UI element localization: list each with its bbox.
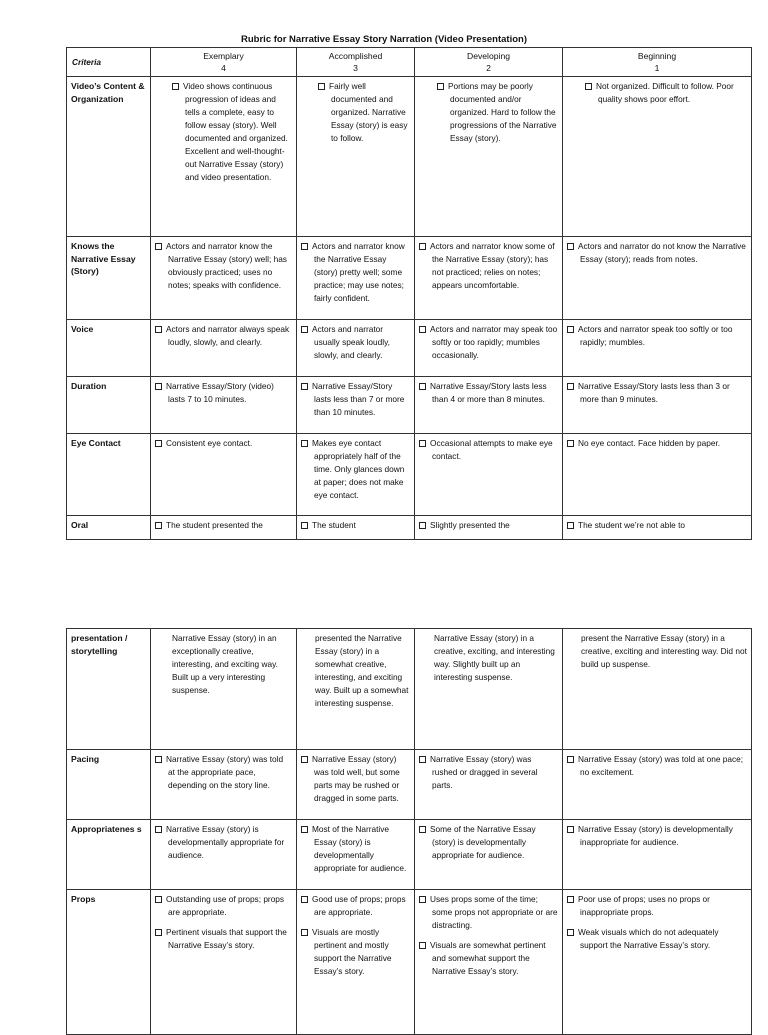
level-score: 3 xyxy=(353,63,358,73)
rubric-cell xyxy=(415,77,563,237)
cell-text: Weak visuals which do not adequately support the Narrative Essay’s story. xyxy=(578,927,719,950)
checkbox[interactable] xyxy=(419,896,426,903)
checkbox[interactable] xyxy=(155,826,162,833)
criterion-label: Pacing xyxy=(67,750,151,820)
cell-text: Narrative Essay/Story lasts less than 4 or more than 8 minutes. xyxy=(430,381,547,404)
cell-text: Slightly presented the xyxy=(430,520,510,530)
checkbox[interactable] xyxy=(155,896,162,903)
cell-text: Narrative Essay (story) in a creative, exciting, and interesting way. Slightly built up an interesting suspense. xyxy=(434,633,555,682)
criteria-label: Criteria xyxy=(72,56,102,67)
criterion-label: Knows the Narrative Essay (Story) xyxy=(67,237,151,320)
cell-text: No eye contact. Face hidden by paper. xyxy=(578,438,721,448)
rubric-cell xyxy=(563,750,752,820)
rubric-cell xyxy=(151,629,297,750)
cell-text: Uses props some of the time; some props not appropriate or are distracting. xyxy=(430,894,558,930)
level-header-beginning xyxy=(563,48,752,77)
checkbox[interactable] xyxy=(155,326,162,333)
rubric-cell xyxy=(297,516,415,540)
level-score: 4 xyxy=(221,63,226,73)
checkbox[interactable] xyxy=(567,440,574,447)
rubric-cell xyxy=(151,750,297,820)
rubric-cell xyxy=(415,890,563,1035)
level-header-developing xyxy=(415,48,563,77)
table-row xyxy=(67,377,752,434)
checkbox[interactable] xyxy=(419,756,426,763)
checkbox[interactable] xyxy=(567,383,574,390)
rubric-cell xyxy=(563,77,752,237)
checkbox[interactable] xyxy=(567,929,574,936)
cell-text: Actors and narrator always speak loudly, slowly, and clearly. xyxy=(166,324,290,347)
rubric-cell xyxy=(415,237,563,320)
checkbox[interactable] xyxy=(155,522,162,529)
cell-text: Most of the Narrative Essay (story) is developmentally appropriate for audience. xyxy=(312,824,407,873)
checkbox[interactable] xyxy=(419,383,426,390)
page-title: Rubric for Narrative Essay Story Narration (Video Presentation) xyxy=(241,34,527,45)
criterion-label: Props xyxy=(67,890,151,1035)
rubric-cell xyxy=(297,237,415,320)
checkbox[interactable] xyxy=(155,440,162,447)
checkbox[interactable] xyxy=(318,83,325,90)
checkbox[interactable] xyxy=(419,942,426,949)
cell-text: Outstanding use of props; props are appropriate. xyxy=(166,894,285,917)
cell-text: Actors and narrator know the Narrative Essay (story) well; has obviously practiced; uses no notes; speaks with confidence. xyxy=(166,241,287,290)
rubric-table-1 xyxy=(66,47,752,540)
rubric-cell xyxy=(151,237,297,320)
checkbox[interactable] xyxy=(585,83,592,90)
level-header-exemplary xyxy=(151,48,297,77)
rubric-cell xyxy=(415,750,563,820)
cell-text: Narrative Essay (story) in an exceptionally creative, interesting, and exciting way. Built up a very interesting suspense. xyxy=(172,633,278,695)
cell-text: The student presented the xyxy=(166,520,263,530)
rubric-cell xyxy=(297,629,415,750)
cell-text: Video shows continuous progression of ideas and tells a complete, easy to follow essay (story). Well documented and organized. Excellent and well-thought-out Narrative Essay (story) and video presentation. xyxy=(183,81,288,182)
criterion-label: Eye Contact xyxy=(67,434,151,516)
checkbox[interactable] xyxy=(301,522,308,529)
cell-text: Actors and narrator do not know the Narrative Essay (story); reads from notes. xyxy=(578,241,746,264)
checkbox[interactable] xyxy=(567,896,574,903)
cell-text: Actors and narrator usually speak loudly, slowly, and clearly. xyxy=(312,324,390,360)
rubric-cell xyxy=(151,890,297,1035)
table-row xyxy=(67,237,752,320)
rubric-table-2 xyxy=(66,628,752,1035)
checkbox[interactable] xyxy=(437,83,444,90)
level-name: Developing xyxy=(467,51,510,61)
rubric-cell xyxy=(415,434,563,516)
cell-text: Narrative Essay (story) was told well, but some parts may be rushed or dragged in some parts. xyxy=(312,754,400,803)
rubric-cell xyxy=(563,629,752,750)
checkbox[interactable] xyxy=(419,243,426,250)
cell-text: Makes eye contact appropriately half of the time. Only glances down at paper; does not make eye contact. xyxy=(312,438,405,500)
checkbox[interactable] xyxy=(301,826,308,833)
rubric-cell xyxy=(563,516,752,540)
criterion-label: Duration xyxy=(67,377,151,434)
rubric-cell xyxy=(563,377,752,434)
rubric-cell xyxy=(415,629,563,750)
cell-text: Actors and narrator know some of the Narrative Essay (story); has not practiced; relies on notes; appears uncomfortable. xyxy=(430,241,555,290)
checkbox[interactable] xyxy=(419,440,426,447)
rubric-cell xyxy=(297,377,415,434)
rubric-cell xyxy=(415,820,563,890)
cell-text: Narrative Essay/Story lasts less than 3 or more than 9 minutes. xyxy=(578,381,730,404)
criterion-label: Video’s Content & Organization xyxy=(67,77,151,237)
table-row xyxy=(67,820,752,890)
cell-text: presented the Narrative Essay (story) in a somewhat creative, interesting, and exciting way. Built up a somewhat interesting suspense. xyxy=(315,633,409,708)
checkbox[interactable] xyxy=(301,440,308,447)
table-row xyxy=(67,516,752,540)
rubric-cell xyxy=(151,377,297,434)
table-row xyxy=(67,750,752,820)
checkbox[interactable] xyxy=(301,383,308,390)
level-name: Accomplished xyxy=(328,51,383,61)
cell-text: Narrative Essay (story) was told at one pace; no excitement. xyxy=(578,754,744,777)
cell-text: present the Narrative Essay (story) in a creative, exciting and interesting way. Did not build up suspense. xyxy=(581,633,747,669)
cell-text: Actors and narrator speak too softly or too rapidly; mumbles. xyxy=(578,324,733,347)
rubric-cell xyxy=(563,237,752,320)
table-row xyxy=(67,320,752,377)
table-row xyxy=(67,890,752,1035)
cell-text: Narrative Essay (story) was told at the appropriate pace, depending on the story line. xyxy=(166,754,284,790)
checkbox[interactable] xyxy=(567,826,574,833)
checkbox[interactable] xyxy=(155,756,162,763)
cell-text: Actors and narrator know the Narrative Essay (story) pretty well; some practice; may use notes; fairly confident. xyxy=(312,241,405,303)
rubric-cell xyxy=(297,77,415,237)
checkbox[interactable] xyxy=(419,326,426,333)
checkbox[interactable] xyxy=(301,929,308,936)
table-row xyxy=(67,434,752,516)
cell-text: The student xyxy=(312,520,356,530)
rubric-cell xyxy=(297,320,415,377)
checkbox[interactable] xyxy=(155,243,162,250)
cell-text: Fairly well documented and organized. Narrative Essay (story) is easy to follow. xyxy=(329,81,408,143)
rubric-cell xyxy=(297,820,415,890)
checkbox[interactable] xyxy=(301,243,308,250)
cell-text: Narrative Essay (story) was rushed or dragged in several parts. xyxy=(430,754,538,790)
checkbox[interactable] xyxy=(567,756,574,763)
level-score: 1 xyxy=(654,63,660,73)
table-row xyxy=(67,629,752,750)
header-row xyxy=(67,48,752,77)
level-name: Exemplary xyxy=(203,51,244,61)
rubric-cell xyxy=(563,434,752,516)
rubric-cell xyxy=(563,320,752,377)
cell-text: Narrative Essay/Story (video) lasts 7 to 10 minutes. xyxy=(166,381,274,404)
rubric-cell xyxy=(151,77,297,237)
cell-text: Consistent eye contact. xyxy=(166,438,253,448)
rubric-cell xyxy=(297,890,415,1035)
cell-text: Not organized. Difficult to follow. Poor quality shows poor effort. xyxy=(596,81,734,104)
rubric-cell xyxy=(297,434,415,516)
criteria-header xyxy=(67,48,151,77)
cell-text: Good use of props; props are appropriate. xyxy=(312,894,406,917)
cell-text: Narrative Essay (story) is developmentally inappropriate for audience. xyxy=(578,824,733,847)
checkbox[interactable] xyxy=(567,326,574,333)
rubric-cell xyxy=(563,890,752,1035)
checkbox[interactable] xyxy=(567,243,574,250)
checkbox[interactable] xyxy=(567,522,574,529)
checkbox[interactable] xyxy=(155,383,162,390)
criterion-label: presentation / storytelling xyxy=(67,629,151,750)
cell-text: Visuals are somewhat pertinent and somewhat support the Narrative Essay’s story. xyxy=(430,940,546,976)
rubric-cell xyxy=(415,377,563,434)
cell-text: Occasional attempts to make eye contact. xyxy=(430,438,553,461)
checkbox[interactable] xyxy=(155,929,162,936)
level-score: 2 xyxy=(486,63,491,73)
rubric-cell xyxy=(415,320,563,377)
cell-text: Pertinent visuals that support the Narrative Essay’s story. xyxy=(166,927,287,950)
cell-text: Narrative Essay/Story lasts less than 7 or more than 10 minutes. xyxy=(312,381,405,417)
cell-text: Portions may be poorly documented and/or organized. Hard to follow the progressions of the Narrative Essay (story). xyxy=(448,81,557,143)
table-row xyxy=(67,77,752,237)
cell-text: Narrative Essay (story) is developmentally appropriate for audience. xyxy=(166,824,285,860)
cell-text: Visuals are mostly pertinent and mostly support the Narrative Essay’s story. xyxy=(312,927,392,976)
criterion-label: Voice xyxy=(67,320,151,377)
level-name: Beginning xyxy=(637,51,677,61)
checkbox[interactable] xyxy=(301,896,308,903)
level-header-accomplished xyxy=(297,48,415,77)
rubric-cell xyxy=(151,820,297,890)
criterion-label: Oral xyxy=(67,516,151,540)
checkbox[interactable] xyxy=(301,326,308,333)
checkbox[interactable] xyxy=(301,756,308,763)
cell-text: The student we’re not able to xyxy=(578,520,686,530)
rubric-cell xyxy=(563,820,752,890)
rubric-cell xyxy=(415,516,563,540)
rubric-cell xyxy=(151,516,297,540)
criterion-label: Appropriatenes s xyxy=(67,820,151,890)
cell-text: Poor use of props; uses no props or inappropriate props. xyxy=(578,894,710,917)
rubric-cell xyxy=(297,750,415,820)
checkbox[interactable] xyxy=(419,522,426,529)
checkbox[interactable] xyxy=(172,83,179,90)
checkbox[interactable] xyxy=(419,826,426,833)
cell-text: Some of the Narrative Essay (story) is developmentally appropriate for audience. xyxy=(430,824,536,860)
cell-text: Actors and narrator may speak too softly or too rapidly; mumbles occasionally. xyxy=(430,324,558,360)
rubric-cell xyxy=(151,434,297,516)
rubric-cell xyxy=(151,320,297,377)
